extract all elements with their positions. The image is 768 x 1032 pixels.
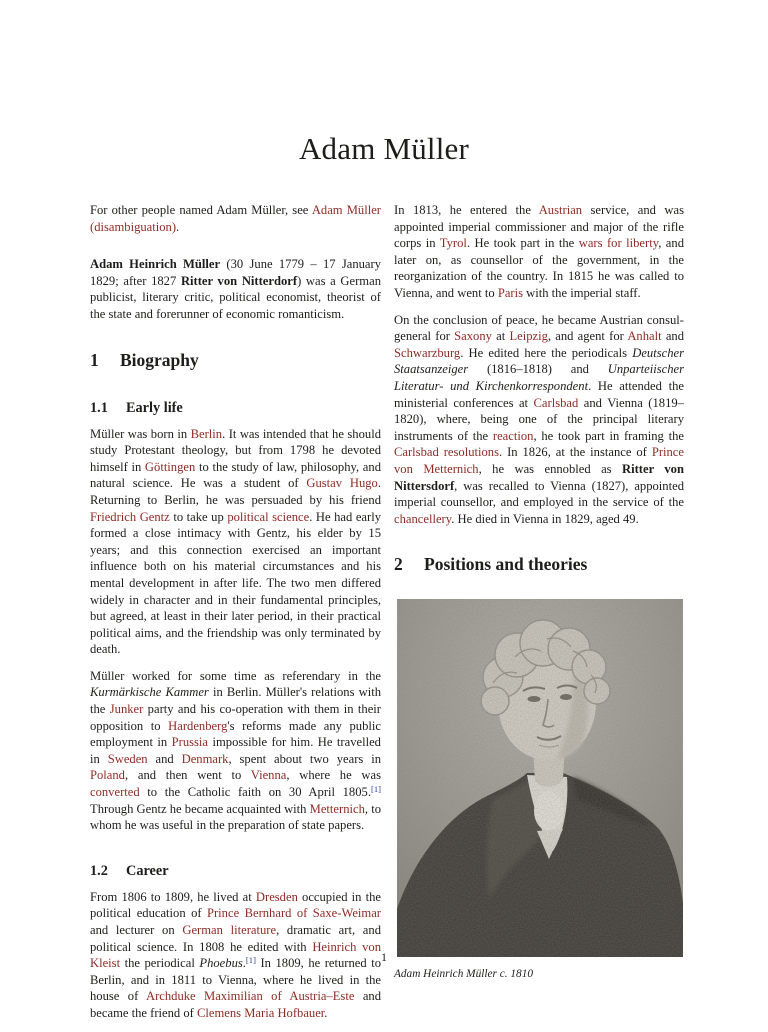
link-prince-von-metternich[interactable]: Prince von Metternich [394, 445, 684, 476]
text-run: . [242, 956, 246, 971]
text-run: Through Gentz he became acquainted with [90, 801, 310, 816]
text-run: and Vienna (1819–1820), where, being one of the principal literary instruments of the [394, 395, 684, 443]
link-g-ttingen[interactable]: Göttingen [144, 459, 196, 474]
text-run: . [176, 219, 180, 234]
link-carlsbad[interactable]: Carlsbad [533, 395, 579, 410]
text-run: , dramatic art, and political science. In 1808 he edited with [90, 923, 381, 954]
text-run: . It was intended that he should study Protestant theology, but from 1798 he devoted himself in [90, 426, 381, 474]
link-paris[interactable]: Paris [497, 285, 523, 300]
section-title: Positions and theories [424, 554, 588, 575]
text-run: . He attended the ministerial conferences at [394, 378, 684, 410]
link-chancellery[interactable]: chancellery [394, 511, 452, 526]
text-run: Ritter von Nitterdorf [180, 273, 298, 288]
link-friedrich-gentz[interactable]: Friedrich Gentz [90, 509, 170, 524]
text-run: , and agent for [547, 329, 628, 344]
citation-ref[interactable]: [1] [245, 955, 256, 966]
text-run: with the imperial staff. [523, 285, 641, 300]
text-run: In 1809, he returned to Berlin, and in 1811 to Vienna, where he lived in the house of [90, 956, 381, 1004]
text-run: Phoebus [199, 956, 243, 971]
link-poland[interactable]: Poland [90, 768, 125, 783]
link-denmark[interactable]: Denmark [181, 751, 229, 766]
paragraph [90, 256, 381, 322]
section-number: 2 [394, 554, 403, 575]
link-junker[interactable]: Junker [109, 702, 144, 717]
text-run: party and his co-operation with them in their opposition to [90, 702, 381, 733]
link-vienna[interactable]: Vienna [250, 768, 287, 783]
link-prussia[interactable]: Prussia [171, 735, 209, 750]
paragraph [90, 668, 381, 834]
link-schwarzburg[interactable]: Schwarzburg [394, 345, 461, 360]
text-run: to the study of law, philosophy, and natural science. He was a student of [90, 459, 381, 491]
link-converted[interactable]: converted [90, 785, 140, 800]
text-run: at [491, 329, 510, 344]
text-run: to the Catholic faith on 30 April 1805. [139, 785, 371, 800]
text-run: . He edited here the periodicals [460, 345, 633, 360]
text-run: , he was ennobled as [478, 461, 623, 476]
text-run: and [661, 329, 684, 344]
link-leipzig[interactable]: Leipzig [509, 329, 548, 344]
link-metternich[interactable]: Metternich [309, 801, 365, 816]
link-adam-m-ller-disambiguation[interactable]: Adam Müller (disambiguation) [90, 203, 381, 234]
hatnote [90, 202, 381, 235]
text-run: Deutscher Staatsanzeiger [394, 345, 684, 377]
section-heading-2 [394, 553, 684, 575]
link-prince-bernhard-of-saxe-weimar[interactable]: Prince Bernhard of Saxe-Weimar [206, 906, 381, 921]
text-run: to take up [169, 509, 228, 524]
section-heading-1.1 [90, 399, 381, 417]
link-berlin[interactable]: Berlin [190, 426, 223, 441]
text-run: , he took part in framing the [533, 428, 684, 443]
link-gustav-hugo[interactable]: Gustav Hugo [306, 476, 378, 491]
paragraph [394, 202, 684, 302]
text-run: From 1806 to 1809, he lived at [90, 889, 256, 904]
page-title: Adam Müller [298, 130, 470, 166]
text-run: in Berlin. Müller's relations with the [90, 685, 381, 717]
text-run: , to whom he was useful in the preparation of state papers. [90, 801, 382, 833]
link-political-science[interactable]: political science [227, 509, 310, 524]
text-run: . He took part in the [466, 236, 579, 251]
text-run: service, and was appointed imperial commissioner and major of the rifle corps in [394, 203, 684, 251]
figure-caption: Adam Heinrich Müller c. 1810 [394, 968, 533, 981]
link-heinrich-von-kleist[interactable]: Heinrich von Kleist [90, 939, 381, 971]
text-run: and became the friend of [90, 989, 381, 1020]
text-run: and [147, 751, 182, 766]
section-heading-1 [90, 349, 381, 371]
section-heading-1.2 [90, 862, 381, 880]
link-carlsbad-resolutions[interactable]: Carlsbad resolutions [394, 445, 499, 460]
text-run: , where he was [286, 768, 381, 783]
text-run: Müller was born in [90, 426, 191, 441]
text-run: . Returning to Berlin, he was persuaded by his friend [90, 476, 381, 507]
text-run: . [324, 1005, 328, 1020]
link-reaction[interactable]: reaction [492, 428, 534, 443]
text-run: On the conclusion of peace, he became Austrian consul-general for [394, 312, 684, 344]
text-run: the periodical [120, 956, 200, 971]
text-run: , and then went to [124, 768, 251, 783]
text-run: . In 1826, at the instance of [498, 445, 652, 460]
section-title: Career [126, 862, 169, 879]
link-hardenberg[interactable]: Hardenberg [168, 718, 228, 733]
text-run: , spent about two years in [228, 751, 381, 766]
text-run: . He had early formed a close intimacy with Gentz, his elder by 15 years; and this connection exercised an important influence both on his material circumstances and his mental development in after life. The two men differed widely in character and in their fundamental principles, but agreed, at least in their later period, in their practical political aims, and the friendship was only terminated by death. [90, 509, 381, 657]
text-run: occupied in the political education of [90, 889, 381, 921]
text-run: (1816–1818) and [468, 362, 608, 377]
link-anhalt[interactable]: Anhalt [627, 329, 662, 344]
paragraph [90, 426, 381, 658]
link-clemens-maria-hofbauer[interactable]: Clemens Maria Hofbauer [197, 1005, 325, 1020]
portrait-image [397, 599, 683, 957]
section-number: 1.2 [90, 862, 108, 879]
text-run: ) was a German publicist, literary critic, political economist, theorist of the state and forerunner of economic romanticism. [90, 273, 381, 321]
text-run: Unparteiischer Literatur- und Kirchenkorrespondent [394, 362, 684, 393]
text-run: Müller worked for some time as referendary in the [90, 668, 381, 683]
left-column [90, 202, 381, 1032]
text-run: , and later on, as counsellor of the government, in the reorganization of the country. In 1815 he was called to Vienna, and went to [394, 236, 684, 300]
section-title: Biography [120, 349, 199, 370]
citation-ref[interactable]: [1] [370, 784, 381, 795]
paragraph [394, 312, 684, 528]
link-tyrol[interactable]: Tyrol [439, 236, 467, 251]
link-saxony[interactable]: Saxony [454, 329, 492, 344]
portrait-figure [394, 599, 684, 981]
text-run: Kurmärkische Kammer [90, 685, 209, 700]
text-run: Adam Heinrich Müller [90, 257, 221, 272]
text-run: (30 June 1779 – 17 January 1829; after 1827 [90, 257, 381, 288]
section-number: 1 [90, 349, 99, 370]
text-run: , was recalled to Vienna (1827), appointed imperial counsellor, and employed in the service of the [394, 478, 684, 510]
link-austrian[interactable]: Austrian [538, 203, 583, 217]
link-sweden[interactable]: Sweden [107, 751, 148, 766]
section-title: Early life [126, 399, 183, 416]
right-column [394, 202, 684, 981]
link-archduke-maximilian-of-austria-este[interactable]: Archduke Maximilian of Austria–Este [145, 989, 355, 1004]
text-run: 's reforms made any public employment in [90, 718, 381, 750]
link-wars-for-liberty[interactable]: wars for liberty [578, 236, 659, 251]
section-number: 1.1 [90, 399, 108, 416]
text-run: impossible for him. He travelled in [90, 735, 381, 766]
text-run: . He died in Vienna in 1829, aged 49. [451, 511, 639, 526]
text-run: For other people named Adam Müller, see [90, 203, 312, 217]
text-run: Ritter von Nittersdorf [394, 461, 684, 493]
link-dresden[interactable]: Dresden [255, 889, 298, 904]
text-run: and lecturer on [90, 923, 183, 937]
link-german-literature[interactable]: German literature [182, 923, 277, 937]
page-number: 1 [381, 950, 387, 964]
text-run: In 1813, he entered the [394, 203, 539, 217]
